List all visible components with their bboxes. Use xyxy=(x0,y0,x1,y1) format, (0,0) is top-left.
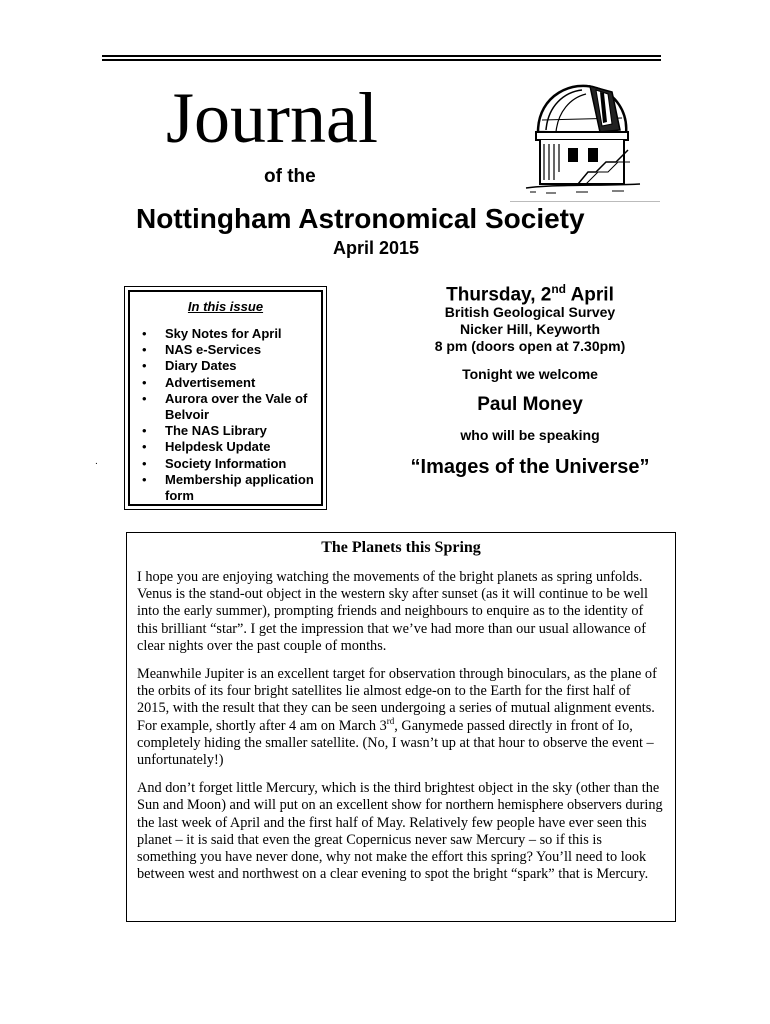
article-paragraph-2 xyxy=(137,666,665,769)
contents-item: • Society Information xyxy=(136,456,315,472)
article-heading: The Planets this Spring xyxy=(321,539,481,556)
contents-item: • Membership application form xyxy=(136,472,315,504)
masthead-rule xyxy=(102,55,661,61)
event-date xyxy=(380,282,680,306)
logo-underline xyxy=(510,201,660,202)
contents-item: • Advertisement xyxy=(136,375,315,391)
article-paragraph-2-sup: rd xyxy=(386,715,395,726)
event-month: April xyxy=(566,284,614,306)
article-paragraph-1: I hope you are enjoying watching the movements of the bright planets as spring unfolds. Venus is the stand-out object in the western sky after sunset (as it will continue to be well into the early summer), prompting friends and neighbours to enquire as to the identity of this brilliant “star”. I get the impression that we’ve had more than our usual allowance of clear nights over the past couple of months. xyxy=(137,569,649,654)
contents-item: • Sky Notes for April xyxy=(136,326,315,342)
article-paragraph-3: And don’t forget little Mercury, which is the third brightest object in the sky (other than the Sun and Moon) and will put on an excellent show for northern hemisphere observers during the last week of April and the first half of May. Relatively few people have ever seen this planet – it is said that even the great Copernicus never saw Mercury – so if this is something you have never done, why not make the effort this spring? You’ll need to look between west and northwest on a clear evening to spot the bright “spark” that is Mercury. xyxy=(137,780,663,883)
contents-box xyxy=(124,286,327,510)
issue-date: April 2015 xyxy=(333,238,420,258)
society-name: Nottingham Astronomical Society xyxy=(136,203,585,234)
article-paragraph-2-b: , Ganymede passed directly in front of Io, completely hiding the smaller satellite. (No, I wasn’t up at that hour to observe the event – unfortunately!) xyxy=(137,717,654,769)
contents-item: • Aurora over the Vale of Belvoir xyxy=(136,391,315,423)
of-the-label: of the xyxy=(264,166,316,187)
contents-item: • The NAS Library xyxy=(136,423,315,439)
contents-heading: In this issue xyxy=(187,299,264,314)
event-speaking: who will be speaking xyxy=(460,427,600,443)
event-speaker: Paul Money xyxy=(477,394,583,415)
article-paragraph-2-a: Meanwhile Jupiter is an excellent target for observation through binoculars, as the plane of the orbits of its four bright satellites lie almost edge-on to the Earth for the first half of 2015, with the result that they can be seen undergoing a series of mutual alignment events. For example, shortly after 4 am on March 3 xyxy=(137,666,657,734)
event-venue: British Geological Survey xyxy=(444,304,616,320)
observatory-dome-icon xyxy=(516,72,644,200)
article-box xyxy=(126,532,676,922)
event-welcome: Tonight we welcome xyxy=(462,366,598,382)
contents-item: • Diary Dates xyxy=(136,358,315,374)
stray-dot: . xyxy=(95,456,98,467)
contents-box-inner xyxy=(128,290,323,506)
event-day-suffix: nd xyxy=(551,282,567,296)
article-body xyxy=(137,569,665,894)
contents-list xyxy=(136,326,315,504)
contents-item: • Helpdesk Update xyxy=(136,439,315,455)
event-location: Nicker Hill, Keyworth xyxy=(459,321,601,337)
journal-title: Journal xyxy=(166,78,378,158)
event-day: Thursday, 2 xyxy=(446,284,552,306)
event-talk-title: “Images of the Universe” xyxy=(410,456,650,478)
contents-item: • NAS e-Services xyxy=(136,342,315,358)
event-time: 8 pm (doors open at 7.30pm) xyxy=(434,338,626,354)
